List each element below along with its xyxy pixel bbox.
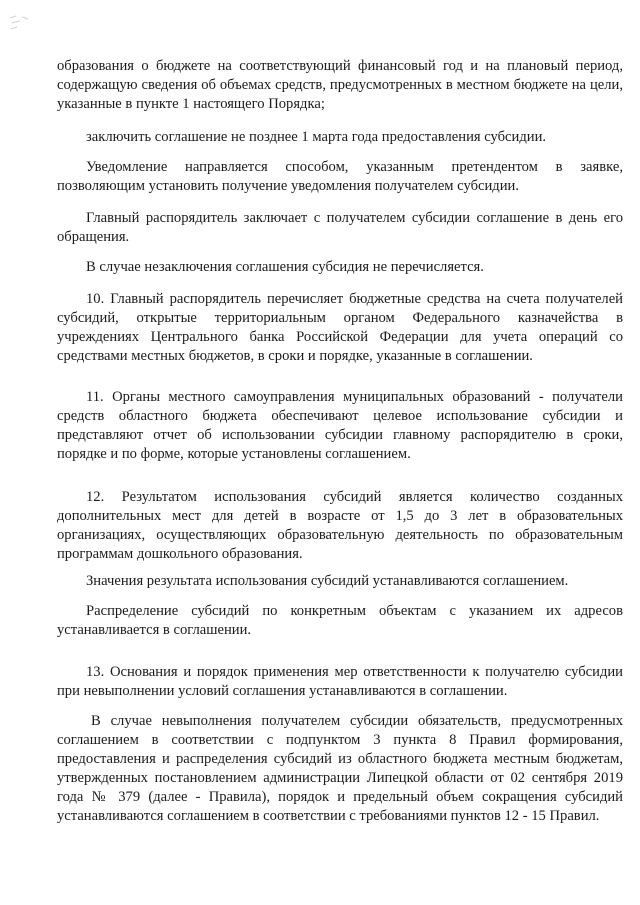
paragraph-item-13	[57, 663, 623, 701]
paragraph-text: Уведомление направляется способом, указанным претендентом в заявке, позволяющим установить получение уведомления получателем субсидии.	[57, 159, 623, 194]
paragraph-no-agreement	[57, 258, 623, 277]
paragraph-text: образования о бюджете на соответствующий финансовый год и на плановый период, содержащую сведения об объемах средств, предусмотренных в местном бюджете на цели, указанные в пункте 1 настоящего Порядка;	[57, 58, 623, 112]
paragraph-text: Главный распорядитель заключает с получателем субсидии соглашение в день его обращения.	[57, 210, 623, 245]
paragraph-text: Значения результата использования субсидий устанавливаются соглашением.	[86, 573, 569, 589]
paragraph-result-values	[57, 572, 623, 591]
paragraph-sign-agreement	[57, 128, 623, 147]
paragraph-budget-info	[57, 57, 623, 114]
paragraph-text: 12. Результатом использования субсидий является количество созданных дополнительных мест для детей в возрасте от 1,5 до 3 лет в образовательных организациях, осуществляющих образовательную деятельность по образовательным программам дошкольного образования.	[57, 489, 623, 562]
paragraph-main-manager-agreement	[57, 209, 623, 247]
paragraph-text: В случае незаключения соглашения субсидия не перечисляется.	[86, 259, 484, 275]
paragraph-text: 13. Основания и порядок применения мер ответственности к получателю субсидии при невыполнении условий соглашения устанавливаются в соглашении.	[57, 664, 623, 699]
paragraph-item-11	[57, 388, 623, 464]
paragraph-notification	[57, 158, 623, 196]
paragraph-text: 11. Органы местного самоуправления муниципальных образований - получатели средств областного бюджета обеспечивают целевое использование субсидии и представляют отчет об использовании субсидии главному распорядителю в сроки, порядке и по форме, которые установлены соглашением.	[57, 389, 623, 462]
paragraph-distribution	[57, 602, 623, 640]
paragraph-item-10	[57, 290, 623, 366]
scan-mark-icon	[8, 14, 30, 36]
paragraph-text: заключить соглашение не позднее 1 марта года предоставления субсидии.	[86, 129, 547, 145]
paragraph-text: Распределение субсидий по конкретным объектам с указанием их адресов устанавливается в соглашении.	[57, 603, 623, 638]
paragraph-non-fulfillment	[57, 712, 623, 826]
paragraph-text: В случае невыполнения получателем субсидии обязательств, предусмотренных соглашением в соответствии с подпунктом 3 пункта 8 Правил формирования, предоставления и распределения субсидий из областного бюджета местным бюджетам, утвержденных постановлением администрации Липецкой области от 02 сентября 2019 года № 379 (далее - Правила), порядок и предельный объем сокращения субсидий устанавливаются соглашением в соответствии с требованиями пунктов 12 - 15 Правил.	[57, 713, 623, 824]
paragraph-text: 10. Главный распорядитель перечисляет бюджетные средства на счета получателей субсидий, открытые территориальным органом Федерального казначейства в учреждениях Центрального банка Российской Федерации для учета операций со средствами местных бюджетов, в сроки и порядке, указанные в соглашении.	[57, 291, 623, 364]
paragraph-item-12	[57, 488, 623, 564]
